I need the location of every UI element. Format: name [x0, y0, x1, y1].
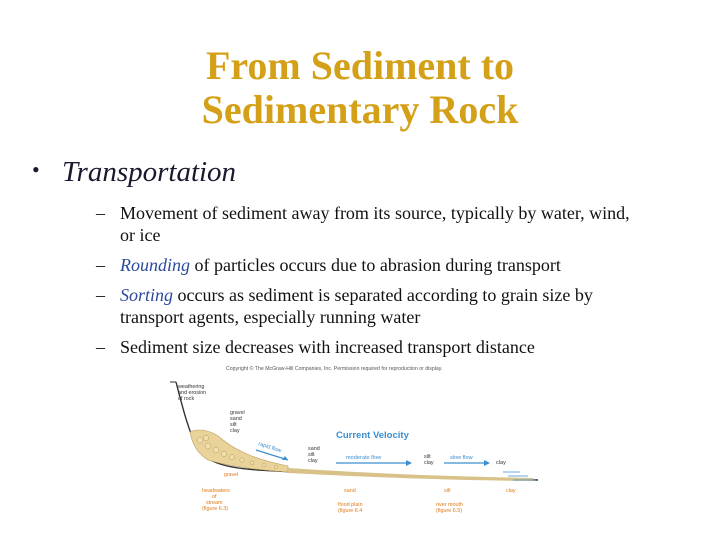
- deposit2-silt: silt: [308, 452, 315, 458]
- sediment-transport-diagram: [168, 360, 548, 530]
- bottom-sand: sand: [344, 488, 356, 494]
- sub-bullet-3: [96, 284, 636, 328]
- slow-flow-label: slow flow: [450, 455, 473, 461]
- dash-icon: –: [96, 337, 105, 357]
- headwaters-1: headwaters: [202, 488, 230, 494]
- sub-bullet-1: [96, 202, 636, 246]
- bottom-labels: [202, 488, 516, 514]
- bottom-silt: silt: [444, 488, 451, 494]
- deposit1-gravel: gravel: [230, 410, 245, 416]
- bullet-dot-icon: •: [32, 157, 40, 182]
- title-line-1: From Sediment to: [205, 43, 515, 88]
- arrow-head-icon: [406, 460, 412, 466]
- copyright-text: Copyright © The McGraw-Hill Companies, Inc. Permission required for reproduction or display.: [226, 366, 443, 372]
- river-mouth-2: (figure 6.5): [436, 508, 463, 514]
- deposit1-clay: clay: [230, 428, 240, 434]
- sub-bullet-text: Movement of sediment away from its source, typically by water, wind, or ice: [120, 203, 630, 245]
- sub-bullet-text: of particles occurs due to abrasion during transport: [190, 255, 561, 275]
- fine-sediment-band: [288, 468, 533, 481]
- weathering-label-1: weathering: [178, 384, 205, 390]
- term-sorting: Sorting: [120, 285, 174, 305]
- flood-plain-2: (figure 6.4: [338, 508, 363, 514]
- deposit2-sand: sand: [308, 446, 320, 452]
- dash-icon: –: [96, 203, 105, 223]
- arrow-head-icon: [484, 460, 490, 466]
- main-bullet: [32, 156, 236, 189]
- weathering-label-2: and erosion: [178, 390, 207, 396]
- moderate-flow-label: moderate flow: [346, 455, 382, 461]
- deposit3-silt: silt: [424, 454, 431, 460]
- term-rounding: Rounding: [120, 255, 190, 275]
- headwaters-4: (figure 6.3): [202, 506, 229, 512]
- river-mouth-1: river mouth: [436, 502, 463, 508]
- sub-bullet-4: [96, 336, 636, 358]
- clay-right-label: clay: [496, 460, 506, 466]
- sub-bullet-text: Sediment size decreases with increased transport distance: [120, 337, 535, 357]
- headwaters-2: of: [212, 494, 217, 500]
- deposit1-sand: sand: [230, 416, 242, 422]
- headwaters-3: stream: [206, 500, 223, 506]
- sub-bullet-text: occurs as sediment is separated according to grain size by transport agents, especially running water: [120, 285, 593, 327]
- flood-plain-1: flood plain: [338, 502, 363, 508]
- slide-title: [0, 44, 720, 132]
- dash-icon: –: [96, 285, 105, 305]
- title-line-2: Sedimentary Rock: [201, 87, 519, 132]
- bottom-clay: clay: [506, 488, 516, 494]
- sub-bullet-2: [96, 254, 636, 276]
- deposit2-clay: clay: [308, 458, 318, 464]
- main-bullet-text: Transportation: [62, 156, 237, 188]
- dash-icon: –: [96, 255, 105, 275]
- current-velocity-label: Current Velocity: [336, 430, 409, 441]
- deposit1-silt: silt: [230, 422, 237, 428]
- gravel-label: gravel: [224, 472, 239, 478]
- rapid-flow-label: rapid flow: [257, 441, 283, 455]
- deposit3-clay: clay: [424, 460, 434, 466]
- weathering-label-3: of rock: [178, 396, 195, 402]
